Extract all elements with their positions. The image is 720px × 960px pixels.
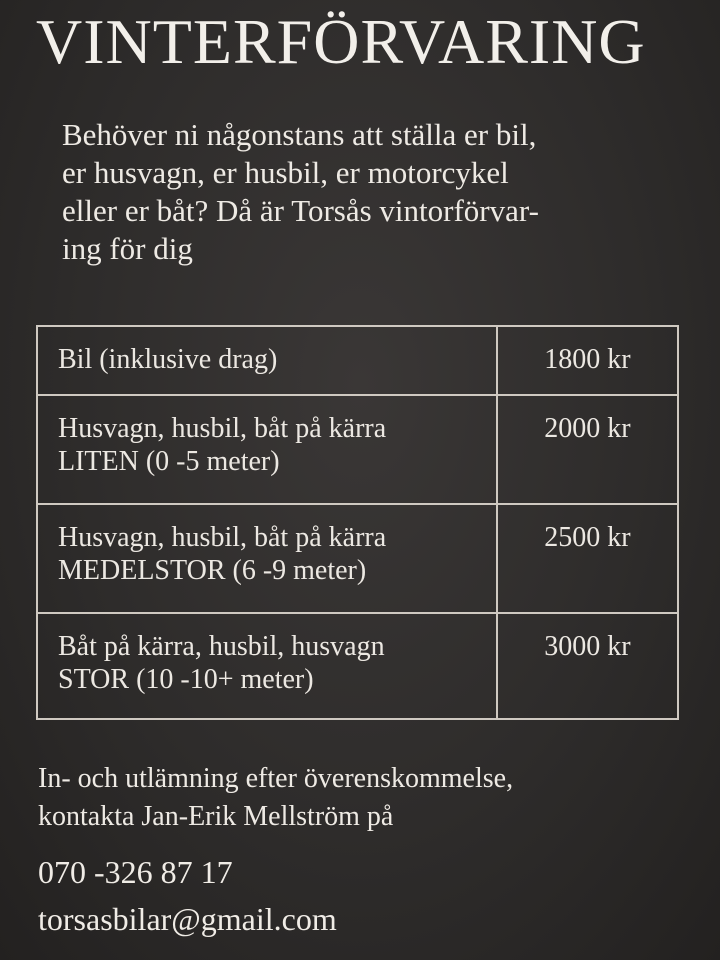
- price-value: 2500 kr: [497, 504, 678, 613]
- description-line: Husvagn, husbil, båt på kärra: [58, 413, 387, 444]
- price-description: [37, 613, 497, 719]
- phone-number: 070 -326 87 17: [38, 854, 233, 890]
- price-value: 3000 kr: [497, 613, 678, 719]
- description-line: LITEN (0 -5 meter): [58, 446, 280, 477]
- intro-line: Behöver ni någonstans att ställa er bil,: [62, 117, 537, 152]
- email-address: torsasbilar@gmail.com: [38, 901, 337, 937]
- contact-line: kontakta Jan-Erik Mellström på: [38, 801, 394, 832]
- price-value: 2000 kr: [497, 395, 678, 504]
- intro-line: er husvagn, er husbil, er motorcykel: [62, 155, 509, 190]
- intro-line: ing för dig: [62, 231, 193, 266]
- contact-text: [38, 760, 698, 836]
- price-description: [37, 395, 497, 504]
- price-description: [37, 504, 497, 613]
- contact-line: In- och utlämning efter överenskommelse,: [38, 763, 514, 794]
- table-row: [37, 504, 678, 613]
- table-row: [37, 395, 678, 504]
- price-table: [36, 325, 679, 720]
- intro-text: [62, 116, 702, 268]
- price-description: [37, 326, 497, 395]
- table-row: [37, 326, 678, 395]
- description-line: Båt på kärra, husbil, husvagn: [58, 631, 385, 662]
- description-line: Bil (inklusive drag): [58, 344, 278, 375]
- page-title: VINTERFÖRVARING: [36, 6, 646, 77]
- table-row: [37, 613, 678, 719]
- description-line: Husvagn, husbil, båt på kärra: [58, 522, 387, 553]
- price-value: 1800 kr: [497, 326, 678, 395]
- intro-line: eller er båt? Då är Torsås vintorförvar-: [62, 193, 539, 228]
- description-line: MEDELSTOR (6 -9 meter): [58, 555, 367, 586]
- description-line: STOR (10 -10+ meter): [58, 664, 314, 695]
